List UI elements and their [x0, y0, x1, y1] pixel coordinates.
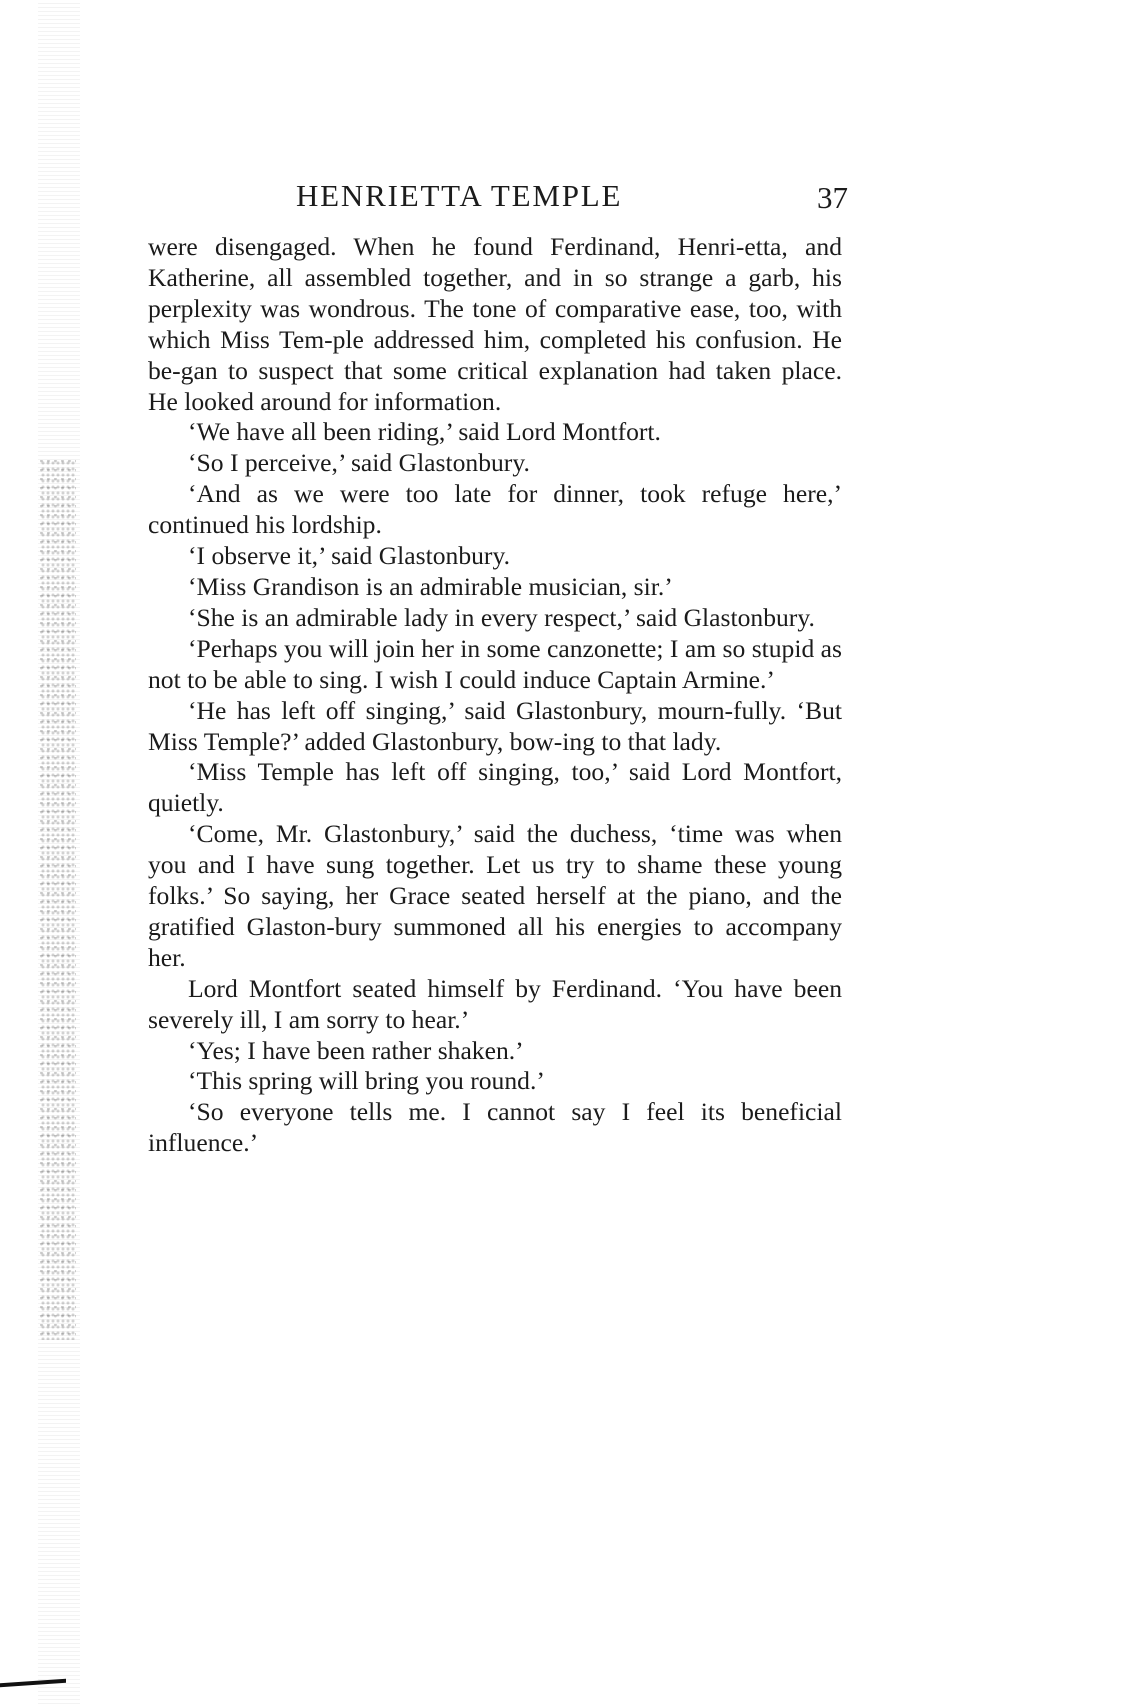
paragraph: ‘We have all been riding,’ said Lord Montfort. [188, 417, 661, 447]
running-head [148, 178, 848, 218]
running-head-title: HENRIETTA TEMPLE [296, 178, 623, 213]
paragraph: ‘She is an admirable lady in every respect,’ said Glastonbury. [188, 602, 815, 632]
page-number: 37 [817, 180, 848, 215]
binding-speckle [40, 460, 76, 1340]
paragraph: ‘So everyone tells me. I cannot say I feel its beneficial influence.’ [148, 1097, 842, 1158]
paragraph: ‘I observe it,’ said Glastonbury. [188, 541, 510, 571]
paragraph: ‘Come, Mr. Glastonbury,’ said the duchess, ‘time was when you and I have sung together. Let us try to shame these young folks.’ So saying, her Grace seated herself at the piano, and the gratified Glaston-bury summoned all his energies to accompany her. [148, 819, 842, 972]
paragraph: Lord Montfort seated himself by Ferdinand. ‘You have been severely ill, I am sorry to hear.’ [148, 973, 842, 1034]
paragraph: ‘He has left off singing,’ said Glastonbury, mourn-fully. ‘But Miss Temple?’ added Glastonbury, bow-ing to that lady. [148, 695, 842, 756]
paragraph: ‘Yes; I have been rather shaken.’ [188, 1035, 524, 1065]
body-text [148, 232, 842, 1159]
paragraph: ‘This spring will bring you round.’ [188, 1066, 545, 1096]
paragraph: ‘So I perceive,’ said Glastonbury. [188, 448, 530, 478]
paragraph: ‘Miss Temple has left off singing, too,’ said Lord Montfort, quietly. [148, 757, 842, 818]
paragraph: ‘And as we were too late for dinner, took refuge here,’ continued his lordship. [148, 479, 842, 540]
paragraph: were disengaged. When he found Ferdinand, Henri-etta, and Katherine, all assembled together, and in so strange a garb, his perplexity was wondrous. The tone of comparative ease, too, with which Miss Tem-ple addressed him, completed his confusion. He be-gan to suspect that some critical explanation had taken place. He looked around for information. [148, 232, 842, 416]
paragraph: ‘Miss Grandison is an admirable musician, sir.’ [188, 571, 673, 601]
paragraph: ‘Perhaps you will join her in some canzonette; I am so stupid as not to be able to sing. I wish I could induce Captain Armine.’ [148, 633, 842, 694]
